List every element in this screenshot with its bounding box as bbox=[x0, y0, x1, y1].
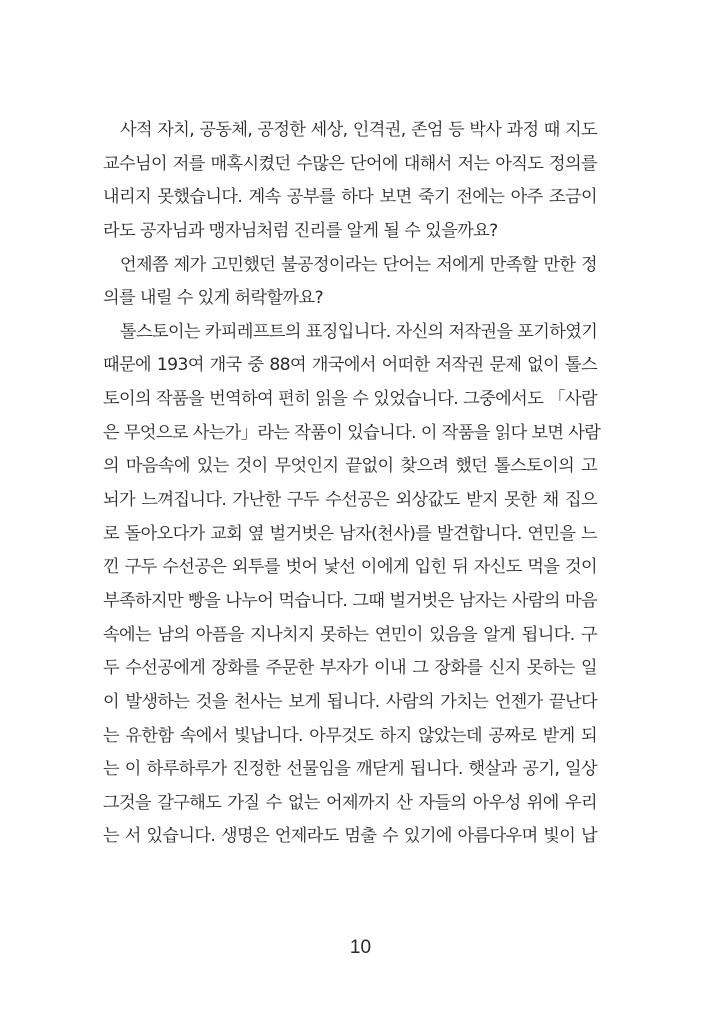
page-number: 10 bbox=[349, 937, 372, 958]
text-line: 교수님이 저를 매혹시켰던 수많은 단어에 대해서 저는 아직도 정의를 bbox=[103, 153, 597, 174]
text-line: 속에는 남의 아픔을 지나치지 못하는 연민이 있음을 알게 됩니다. 구 bbox=[103, 624, 597, 645]
text-line: 는 서 있습니다. 생명은 언제라도 멈출 수 있기에 아름다우며 빛이 납 bbox=[103, 826, 597, 847]
text-line: 때문에 193여 개국 중 88여 개국에서 어떠한 저작권 문제 없이 톨스 bbox=[103, 355, 597, 376]
text-line: 의 마음속에 있는 것이 무엇인지 끝없이 찾으려 했던 톨스토이의 고 bbox=[103, 456, 597, 477]
text-line: 토이의 작품을 번역하여 편히 읽을 수 있었습니다. 그중에서도 「사람 bbox=[103, 389, 597, 410]
text-line: 그것을 갈구해도 가질 수 없는 어제까지 산 자들의 아우성 위에 우리 bbox=[103, 792, 597, 813]
text-line: 는 이 하루하루가 진정한 선물임을 깨닫게 됩니다. 햇살과 공기, 일상 bbox=[103, 759, 597, 780]
text-line: 은 무엇으로 사는가」라는 작품이 있습니다. 이 작품을 읽다 보면 사람 bbox=[103, 422, 601, 443]
text-line: 내리지 못했습니다. 계속 공부를 하다 보면 죽기 전에는 아주 조금이 bbox=[103, 187, 597, 208]
text-line: 라도 공자님과 맹자님처럼 진리를 알게 될 수 있을까요? bbox=[103, 220, 498, 241]
text-line: 두 수선공에게 장화를 주문한 부자가 이내 그 장화를 신지 못하는 일 bbox=[103, 658, 597, 679]
text-line: 로 돌아오다가 교회 옆 벌거벗은 남자(천사)를 발견합니다. 연민을 느 bbox=[103, 523, 597, 544]
text-line: 의를 내릴 수 있게 허락할까요? bbox=[103, 288, 324, 309]
text-line: 톨스토이는 카피레프트의 표징입니다. 자신의 저작권을 포기하였기 bbox=[120, 321, 598, 342]
text-line: 사적 자치, 공동체, 공정한 세상, 인격권, 존엄 등 박사 과정 때 지도 bbox=[120, 120, 597, 140]
body-text bbox=[103, 114, 601, 854]
text-line: 부족하지만 빵을 나누어 먹습니다. 그때 벌거벗은 남자는 사람의 마음 bbox=[103, 590, 597, 611]
text-line: 낀 구두 수선공은 외투를 벗어 낯선 이에게 입힌 뒤 자신도 먹을 것이 bbox=[103, 557, 597, 578]
text-line: 는 유한함 속에서 빛납니다. 아무것도 하지 않았는데 공짜로 받게 되 bbox=[103, 725, 597, 746]
text-line: 언제쯤 제가 고민했던 불공정이라는 단어는 저에게 만족할 만한 정 bbox=[120, 254, 597, 275]
text-line: 이 발생하는 것을 천사는 보게 됩니다. 사람의 가치는 언젠가 끝난다 bbox=[103, 691, 597, 712]
text-line: 뇌가 느껴집니다. 가난한 구두 수선공은 외상값도 받지 못한 채 집으 bbox=[103, 490, 597, 511]
